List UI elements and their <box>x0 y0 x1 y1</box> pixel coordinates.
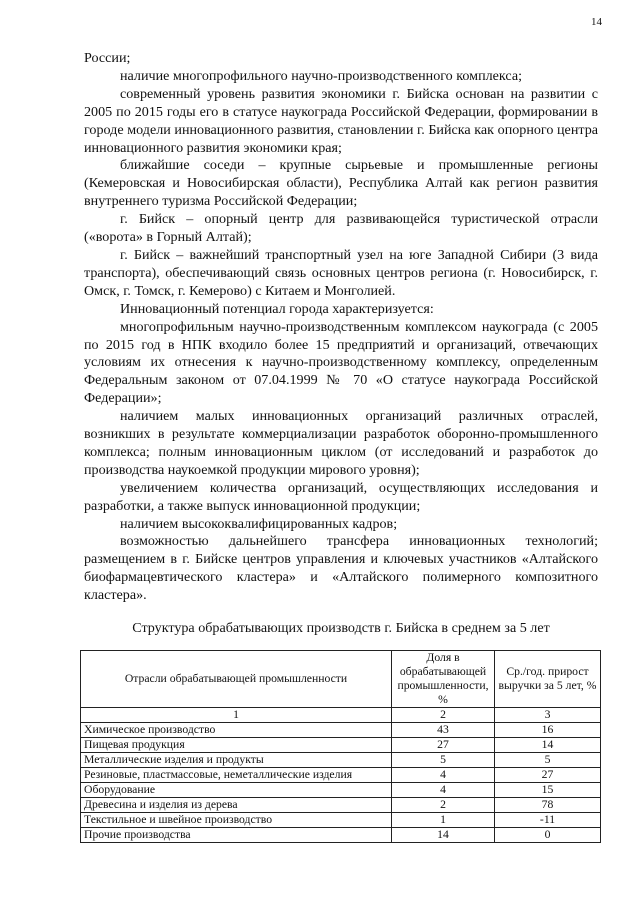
column-number-row <box>81 708 601 723</box>
table-row <box>81 813 601 828</box>
table-row <box>81 738 601 753</box>
table-header-row <box>81 651 601 708</box>
industry-cell: Пищевая продукция <box>81 738 392 753</box>
column-number: 2 <box>392 708 495 723</box>
paragraph: наличием высококвалифицированных кадров; <box>120 515 398 532</box>
share-cell: 27 <box>392 738 495 753</box>
growth-cell: 0 <box>495 828 601 843</box>
industry-cell: Оборудование <box>81 783 392 798</box>
share-cell: 5 <box>392 753 495 768</box>
table-caption: Структура обрабатывающих производств г. Бийска в среднем за 5 лет <box>132 620 550 636</box>
industry-cell: Резиновые, пластмассовые, неметаллические изделия <box>81 768 392 783</box>
paragraph: г. Бийск – опорный центр для развивающейся туристической отрасли («ворота» в Горный Алтай); <box>84 211 598 246</box>
share-cell: 4 <box>392 783 495 798</box>
table-row <box>81 753 601 768</box>
growth-cell: 15 <box>495 783 601 798</box>
column-number: 1 <box>81 708 392 723</box>
column-number: 3 <box>495 708 601 723</box>
industry-cell: Металлические изделия и продукты <box>81 753 392 768</box>
growth-cell: 14 <box>495 738 601 753</box>
header-industry: Отрасли обрабатывающей промышленности <box>81 651 392 708</box>
table-row <box>81 798 601 813</box>
paragraph: г. Бийск – важнейший транспортный узел на юге Западной Сибири (3 вида транспорта), обеспечивающий связь основных центров региона (г. Новосибирск, г. Омск, г. Томск, г. Кемерово) с Китаем и Монголией. <box>84 246 598 299</box>
table-row <box>81 768 601 783</box>
industry-table <box>80 650 601 843</box>
industry-cell: Текстильное и швейное производство <box>81 813 392 828</box>
header-growth: Ср./год. прирост выручки за 5 лет, % <box>495 651 601 708</box>
growth-cell: 16 <box>495 723 601 738</box>
share-cell: 2 <box>392 798 495 813</box>
paragraph: многопрофильным научно-производственным комплексом наукограда (с 2005 по 2015 год в НПК входило более 15 предприятий и организаций, отвечающих условиям их отнесения к научно-производственному комплексу, определенным Федеральным законом от 07.04.1999 № 70 «О статусе наукограда Российской Федерации»; <box>84 318 598 407</box>
growth-cell: 78 <box>495 798 601 813</box>
paragraph: наличием малых инновационных организаций различных отраслей, возникших в результате коммерциализации разработок оборонно-промышленного комплекса; полным инновационным циклом (от исследований и разработок до производства наукоемкой продукции мирового уровня); <box>84 408 598 478</box>
table-row <box>81 783 601 798</box>
table-row <box>81 723 601 738</box>
share-cell: 4 <box>392 768 495 783</box>
paragraph: возможностью дальнейшего трансфера инновационных технологий; размещением в г. Бийске центров управления и ключевых участников «Алтайского биофармацевтического кластера» и «Алтайского полимерного композитного кластера». <box>84 533 598 604</box>
share-cell: 1 <box>392 813 495 828</box>
body-text <box>84 50 598 605</box>
paragraph: Инновационный потенциал города характеризуется: <box>120 300 434 317</box>
paragraph: ближайшие соседи – крупные сырьевые и промышленные регионы (Кемеровская и Новосибирская области), Республика Алтай как регион развития внутреннего туризма Российской Федерации; <box>84 157 598 210</box>
paragraph: наличие многопрофильного научно-производственного комплекса; <box>120 67 522 84</box>
table-row <box>81 828 601 843</box>
growth-cell: -11 <box>495 813 601 828</box>
share-cell: 14 <box>392 828 495 843</box>
share-cell: 43 <box>392 723 495 738</box>
paragraph: России; <box>84 50 131 66</box>
industry-cell: Прочие производства <box>81 828 392 843</box>
page-number: 14 <box>591 16 602 28</box>
industry-cell: Древесина и изделия из дерева <box>81 798 392 813</box>
growth-cell: 5 <box>495 753 601 768</box>
industry-cell: Химическое производство <box>81 723 392 738</box>
growth-cell: 27 <box>495 768 601 783</box>
paragraph: современный уровень развития экономики г. Бийска основан на развитии с 2005 по 2015 годы его в статусе наукограда Российской Федерации, формировании в городе модели инновационного развития, становлении г. Бийска как опорного центра инновационного развития экономики края; <box>84 85 598 156</box>
paragraph: увеличением количества организаций, осуществляющих исследования и разработки, а также выпуск инновационной продукции; <box>84 479 598 514</box>
header-share: Доля в обрабатывающей промышленности, % <box>392 651 495 708</box>
